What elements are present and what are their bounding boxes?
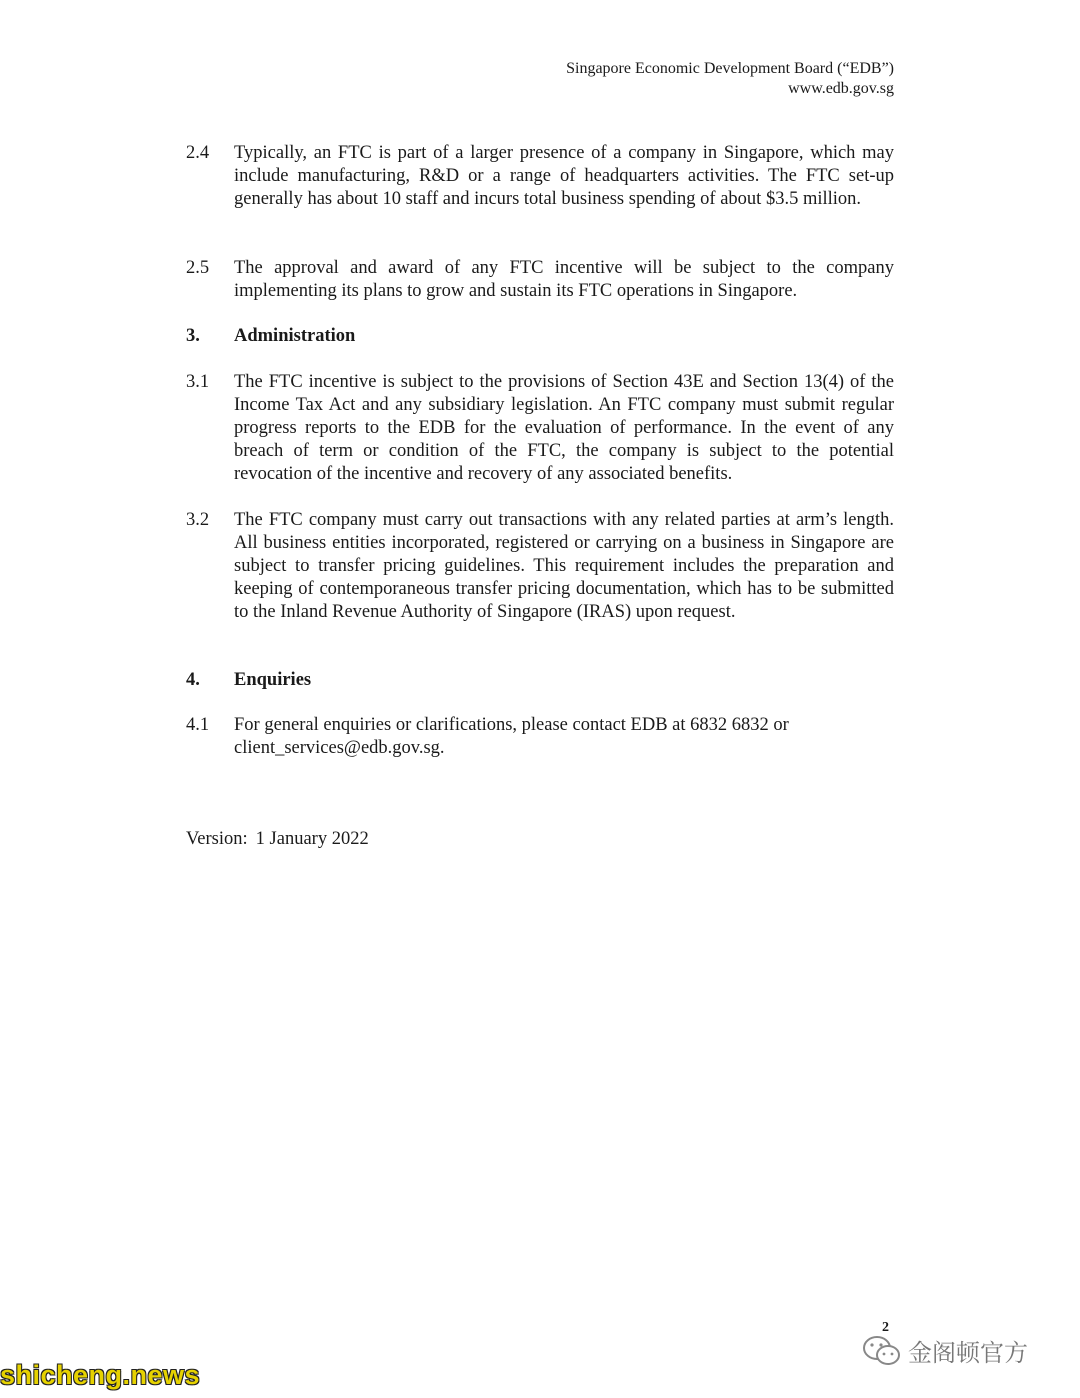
paragraph-text: For general enquiries or clarifications, please contact EDB at 6832 6832 or client_services@edb.gov.sg. <box>234 715 789 758</box>
paragraph-number: 2.5 <box>186 258 210 278</box>
watermark-account-name: 金阁顿官方 <box>908 1339 1028 1367</box>
paragraph-text: The FTC company must carry out transactions with any related parties at arm’s length. All business entities incorporated, registered or carrying on a business in Singapore are subject to transfer pricing guidelines. This requirement includes the preparation and keeping of contemporaneous transfer pricing documentation, which has to be submitted to the Inland Revenue Authority of Singapore (IRAS) upon request. <box>234 510 894 622</box>
paragraph-text: The approval and award of any FTC incentive will be subject to the company implementing its plans to grow and sustain its FTC operations in Singapore. <box>234 258 894 301</box>
version-line <box>186 828 369 851</box>
header-organization: Singapore Economic Development Board (“EDB”) <box>566 60 894 77</box>
paragraph-4-1 <box>186 714 894 760</box>
paragraph-number: 2.4 <box>186 143 210 163</box>
paragraph-2-4 <box>186 142 894 211</box>
section-heading-enquiries <box>186 669 311 692</box>
paragraph-text: Typically, an FTC is part of a larger presence of a company in Singapore, which may include manufacturing, R&D or a range of headquarters activities. The FTC set-up generally has about 10 staff and incurs total business spending of about $3.5 million. <box>234 143 894 209</box>
paragraph-number: 3.1 <box>186 372 210 392</box>
paragraph-number: 3.2 <box>186 510 210 530</box>
paragraph-text: The FTC incentive is subject to the provisions of Section 43E and Section 13(4) of the Income Tax Act and any subsidiary legislation. An FTC company must submit regular progress reports to the EDB for the evaluation of performance. In the event of any breach of term or condition of the FTC, the company is subject to the potential revocation of the incentive and recovery of any associated benefits. <box>234 372 894 484</box>
section-title: Enquiries <box>234 670 312 690</box>
watermark-shicheng: shicheng.news <box>0 1360 201 1390</box>
section-number: 4. <box>186 670 200 690</box>
version-label: Version: <box>186 829 248 849</box>
wechat-icon <box>862 1334 902 1368</box>
paragraph-3-2 <box>186 509 894 624</box>
watermark-wechat <box>862 1333 1028 1368</box>
paragraph-3-1 <box>186 371 894 486</box>
section-title: Administration <box>234 326 356 346</box>
version-value: 1 January 2022 <box>255 829 369 849</box>
page-number: 2 <box>882 1320 889 1335</box>
section-heading-administration <box>186 325 355 348</box>
paragraph-2-5 <box>186 257 894 303</box>
section-number: 3. <box>186 326 200 346</box>
document-header <box>566 59 894 99</box>
paragraph-number: 4.1 <box>186 715 210 735</box>
header-url: www.edb.gov.sg <box>788 80 894 97</box>
